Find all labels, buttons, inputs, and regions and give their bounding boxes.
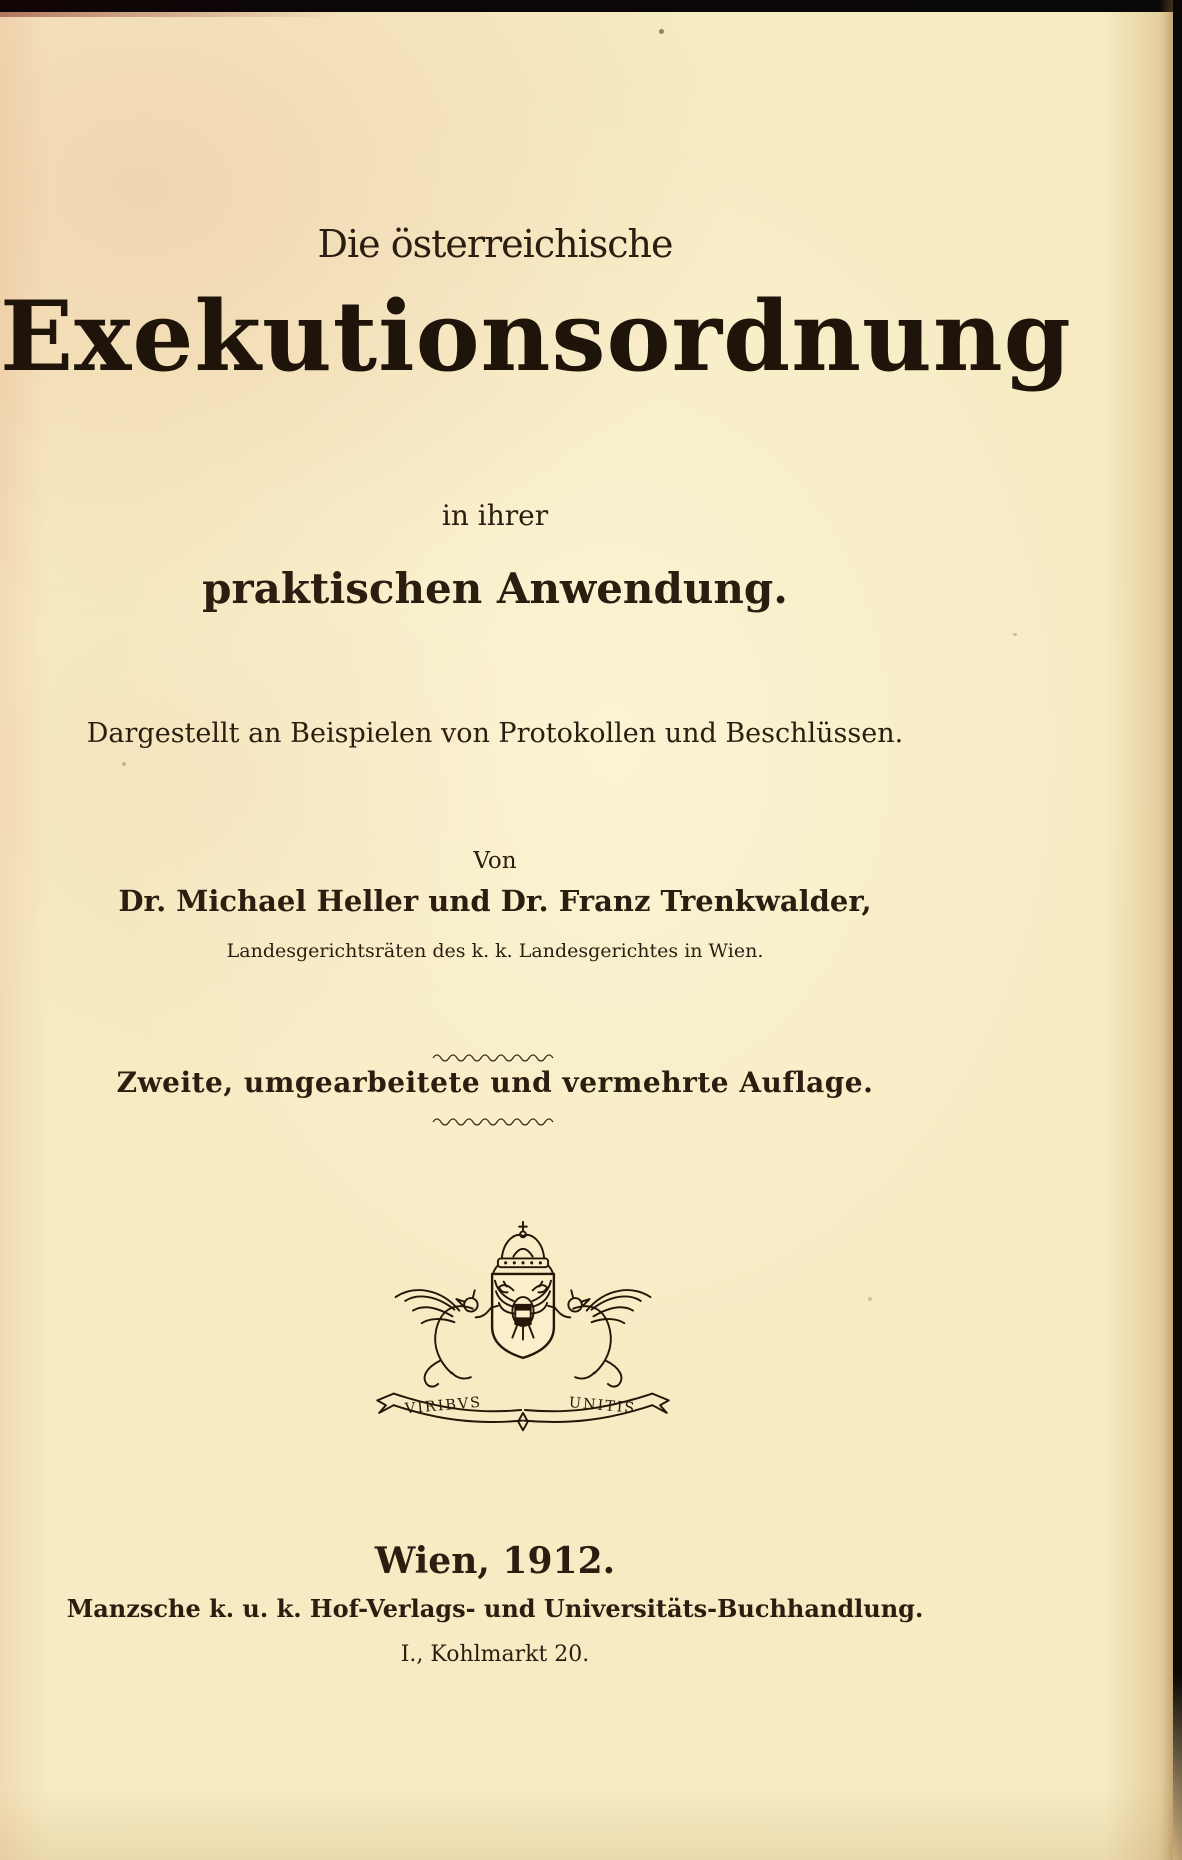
series-title: Die österreichische (317, 222, 673, 266)
main-title: Exekutionsordnung (0, 280, 1072, 393)
motto-left-text: VIRIBVS (404, 1394, 483, 1418)
edition-line: Zweite, umgearbeitete und vermehrte Auflage. (116, 1066, 874, 1099)
page-edge-shadow (1159, 0, 1173, 1860)
description-line: Dargestellt an Beispielen von Protokollen und Beschlüssen. (86, 718, 904, 749)
imperial-coat-of-arms (358, 1216, 688, 1438)
authors-line: Dr. Michael Heller und Dr. Franz Trenkwalder, (118, 884, 872, 918)
imprint-place-year: Wien, 1912. (374, 1540, 616, 1582)
squiggle-icon (430, 1051, 560, 1063)
motto-right-text: UNITIS (568, 1395, 637, 1417)
imprint-address: I., Kohlmarkt 20. (400, 1642, 590, 1667)
scan-edge-right (1173, 0, 1182, 1860)
squiggle-divider-top (0, 1048, 990, 1067)
imprint-publisher: Manzsche k. u. k. Hof-Verlags- und Universitäts-Buchhandlung. (66, 1594, 924, 1623)
squiggle-icon (430, 1115, 560, 1127)
subtitle-connector: in ihrer (441, 499, 549, 532)
byline-label: Von (473, 848, 517, 874)
squiggle-divider-bottom (0, 1112, 990, 1131)
paper-speck (1013, 633, 1017, 636)
subtitle: praktischen Anwendung. (202, 564, 788, 613)
authors-affiliation: Landesgerichtsräten des k. k. Landesgerichtes in Wien. (226, 940, 764, 962)
double-eagle-crest-icon (358, 1216, 688, 1438)
